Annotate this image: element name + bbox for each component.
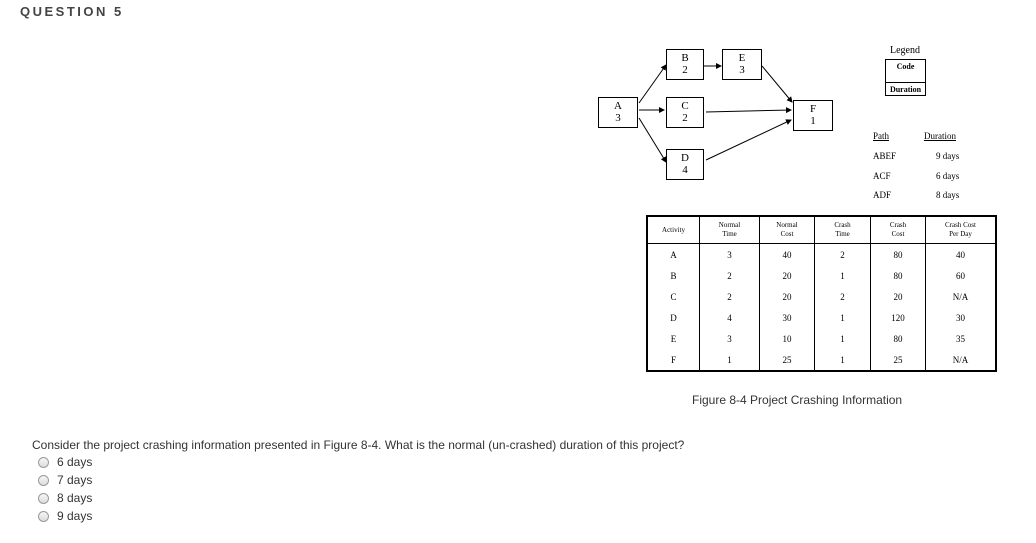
path-header: Path xyxy=(873,131,890,141)
cell: 10 xyxy=(760,328,815,349)
cell: 80 xyxy=(871,265,926,286)
node-d xyxy=(666,149,704,180)
node-duration: 2 xyxy=(682,64,688,76)
cell: 1 xyxy=(700,349,760,371)
legend-title: Legend xyxy=(890,45,920,56)
node-c xyxy=(666,97,704,128)
path-row xyxy=(873,171,891,181)
cell: 3 xyxy=(700,328,760,349)
node-code: F xyxy=(809,103,817,115)
duration-header: Duration xyxy=(924,131,956,141)
path-table xyxy=(873,131,968,206)
node-duration: 2 xyxy=(682,112,688,124)
cell: 80 xyxy=(871,328,926,349)
radio-button[interactable] xyxy=(38,475,49,486)
cell: 35 xyxy=(926,328,997,349)
header-normal-cost: Normal Cost xyxy=(760,216,815,244)
cell: E xyxy=(647,328,700,349)
cell: 40 xyxy=(760,244,815,266)
option-label: 7 days xyxy=(57,473,93,487)
path-duration: 6 days xyxy=(936,171,960,181)
path-row-duration xyxy=(936,190,959,200)
radio-button[interactable] xyxy=(38,493,49,504)
figure-caption: Figure 8-4 Project Crashing Information xyxy=(692,393,903,407)
path-row-duration xyxy=(936,171,959,181)
header-crash-cost: Crash Cost xyxy=(871,216,926,244)
node-code: A xyxy=(614,100,622,112)
cell: N/A xyxy=(926,286,997,307)
cell: C xyxy=(647,286,700,307)
cell: B xyxy=(647,265,700,286)
option-6-days[interactable] xyxy=(38,455,92,469)
cell: F xyxy=(647,349,700,371)
cell: 120 xyxy=(871,307,926,328)
crash-table xyxy=(646,215,997,372)
legend-code: Code xyxy=(896,62,915,71)
option-9-days[interactable] xyxy=(38,509,92,523)
crash-table-header xyxy=(647,216,996,244)
question-text: Consider the project crashing information presented in Figure 8-4. What is the normal (un-crashed) duration of this project? xyxy=(32,438,685,452)
cell: 30 xyxy=(926,307,997,328)
cell: 60 xyxy=(926,265,997,286)
node-code: C xyxy=(681,100,689,112)
path-row-duration xyxy=(936,151,959,161)
cell: 80 xyxy=(871,244,926,266)
cell: 30 xyxy=(760,307,815,328)
cell: 3 xyxy=(700,244,760,266)
cell: 1 xyxy=(815,349,871,371)
option-8-days[interactable] xyxy=(38,491,92,505)
cell: D xyxy=(647,307,700,328)
table-row xyxy=(647,328,996,349)
node-code: E xyxy=(738,52,746,64)
option-label: 9 days xyxy=(57,509,93,523)
cell: 1 xyxy=(815,265,871,286)
radio-button[interactable] xyxy=(38,511,49,522)
arrow-c-f xyxy=(706,110,791,112)
node-b xyxy=(666,49,704,80)
radio-button[interactable] xyxy=(38,457,49,468)
node-duration: 1 xyxy=(810,115,816,127)
cell: 20 xyxy=(760,286,815,307)
header-activity: Activity xyxy=(647,216,700,244)
node-duration: 3 xyxy=(739,64,745,76)
cell: N/A xyxy=(926,349,997,371)
header-crash-time: Crash Time xyxy=(815,216,871,244)
arrow-e-f xyxy=(762,66,792,102)
node-a xyxy=(598,97,638,128)
option-7-days[interactable] xyxy=(38,473,92,487)
path-row xyxy=(873,151,896,161)
cell: 20 xyxy=(871,286,926,307)
node-code: B xyxy=(681,52,689,64)
arrow-d-f xyxy=(706,120,791,160)
legend-box xyxy=(885,59,926,96)
path-name: ABEF xyxy=(873,151,897,161)
header-normal-time: Normal Time xyxy=(700,216,760,244)
cell: 40 xyxy=(926,244,997,266)
cell: 1 xyxy=(815,307,871,328)
path-name: ADF xyxy=(873,190,892,200)
cell: 2 xyxy=(700,286,760,307)
arrow-a-d xyxy=(639,118,666,162)
arrow-a-b xyxy=(639,65,666,103)
question-title: QUESTION 5 xyxy=(20,4,124,19)
option-label: 6 days xyxy=(57,455,93,469)
path-name: ACF xyxy=(873,171,891,181)
cell: 4 xyxy=(700,307,760,328)
path-row xyxy=(873,190,891,200)
table-row xyxy=(647,349,996,371)
node-duration: 4 xyxy=(682,164,688,176)
cell: 25 xyxy=(760,349,815,371)
node-f xyxy=(793,100,833,131)
table-row xyxy=(647,244,996,266)
node-code: D xyxy=(681,152,689,164)
table-row xyxy=(647,265,996,286)
node-e xyxy=(722,49,762,80)
table-row xyxy=(647,286,996,307)
table-row xyxy=(647,307,996,328)
cell: 25 xyxy=(871,349,926,371)
path-duration: 9 days xyxy=(936,151,960,161)
cell: 2 xyxy=(815,244,871,266)
cell: 2 xyxy=(700,265,760,286)
cell: A xyxy=(647,244,700,266)
cell: 20 xyxy=(760,265,815,286)
header-crash-cost-per-day: Crash Cost Per Day xyxy=(926,216,997,244)
legend-duration: Duration xyxy=(886,82,925,94)
node-duration: 3 xyxy=(615,112,621,124)
option-label: 8 days xyxy=(57,491,93,505)
cell: 2 xyxy=(815,286,871,307)
path-duration: 8 days xyxy=(936,190,960,200)
cell: 1 xyxy=(815,328,871,349)
